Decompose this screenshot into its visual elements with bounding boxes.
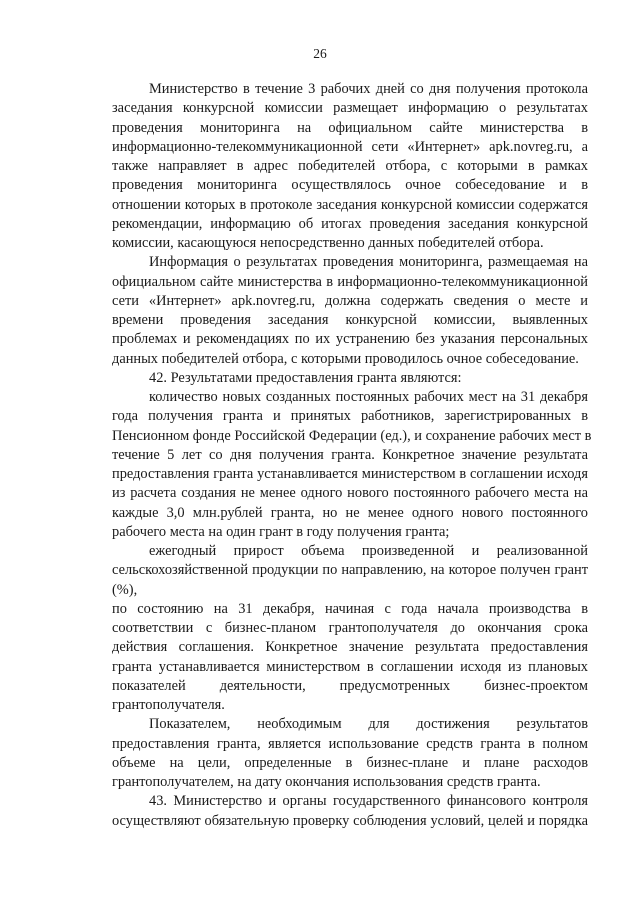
text-line: времени проведения заседания конкурсной комиссии, выявленных — [112, 312, 588, 328]
text-line: предоставления гранта, является использование средств гранта в полном — [112, 735, 588, 752]
text-line: 42. Результатами предоставления гранта являются: — [149, 369, 462, 386]
text-line: по состоянию на 31 декабря, начиная с года начала производства в — [112, 600, 588, 617]
text-line: проблемах и рекомендациях по их устранению без указания персональных — [112, 331, 588, 348]
page-number: 26 — [313, 46, 327, 61]
text-line: течение 5 лет со дня получения гранта. Конкретное значение результата — [112, 446, 588, 463]
text-line: отношении которых в протоколе заседания конкурсной комиссии содержатся — [112, 196, 588, 213]
text-line: из расчета создания не менее одного нового постоянного рабочего места на — [112, 485, 588, 502]
text-line: предоставления гранта устанавливается министерством в соглашении исходя — [112, 466, 588, 482]
text-line: также направляет в адрес победителей отбора, с которыми в рамках — [112, 158, 588, 174]
text-line: ежегодный прирост объема произведенной и реализованной — [149, 543, 588, 559]
text-line: каждые 3,0 млн.рублей гранта, но не менее одного нового постоянного — [112, 504, 588, 521]
text-line: официальном сайте министерства в информационно-телекоммуникационной — [112, 273, 588, 290]
text-line: проведения мониторинга на официальном сайте министерства в — [112, 119, 588, 136]
text-line: сети «Интернет» apk.novreg.ru, должна содержать сведения о месте и — [112, 292, 588, 309]
text-line: количество новых созданных постоянных рабочих мест на 31 декабря — [149, 389, 588, 405]
text-line: Информация о результатах проведения мониторинга, размещаемая на — [149, 254, 588, 271]
text-line: грантополучателя. — [112, 697, 225, 713]
text-line: данных победителей отбора, с которыми проводилось очное собеседование. — [112, 350, 579, 367]
text-line: Пенсионном фонде Российской Федерации (ед.), и сохранение рабочих мест в — [112, 427, 592, 444]
text-line: осуществляют обязательную проверку соблюдения условий, целей и порядка — [112, 812, 588, 829]
text-line: объеме на цели, определенные в бизнес-плане и плане расходов — [112, 754, 588, 771]
text-line: проведения мониторинга осуществлялось очное собеседование и в — [112, 177, 588, 194]
text-line: информационно-телекоммуникационной сети «Интернет» apk.novreg.ru, а — [112, 138, 588, 155]
text-line: гранта устанавливается министерством в соглашении исходя из плановых — [112, 658, 588, 675]
text-line: Показателем, необходимым для достижения результатов — [149, 716, 588, 733]
text-line: рабочего места на один грант в году получения гранта; — [112, 523, 450, 540]
text-line: 43. Министерство и органы государственного финансового контроля — [149, 793, 588, 810]
text-line: сельскохозяйственной продукции по направлению, на которое получен грант — [112, 562, 588, 579]
text-line: (%), — [112, 581, 138, 598]
text-line: действия соглашения. Конкретное значение результата предоставления — [112, 639, 588, 656]
text-line: заседания конкурсной комиссии размещает информацию о результатах — [112, 100, 588, 117]
text-line: Министерство в течение 3 рабочих дней со дня получения протокола — [149, 81, 588, 97]
text-line: рекомендации, информацию об итогах проведения заседания конкурсной — [112, 215, 588, 232]
text-line: соответствии с бизнес-планом грантополучателя до окончания срока — [112, 620, 588, 636]
document-body — [112, 80, 592, 831]
text-line: показателей деятельности, предусмотренных бизнес-проектом — [112, 677, 588, 694]
text-line: грантополучателем, на дату окончания использования средств гранта. — [112, 774, 541, 790]
text-line: комиссии, касающуюся непосредственно данных победителей отбора. — [112, 235, 544, 251]
text-line: года получения гранта и принятых работников, зарегистрированных в — [112, 408, 588, 425]
